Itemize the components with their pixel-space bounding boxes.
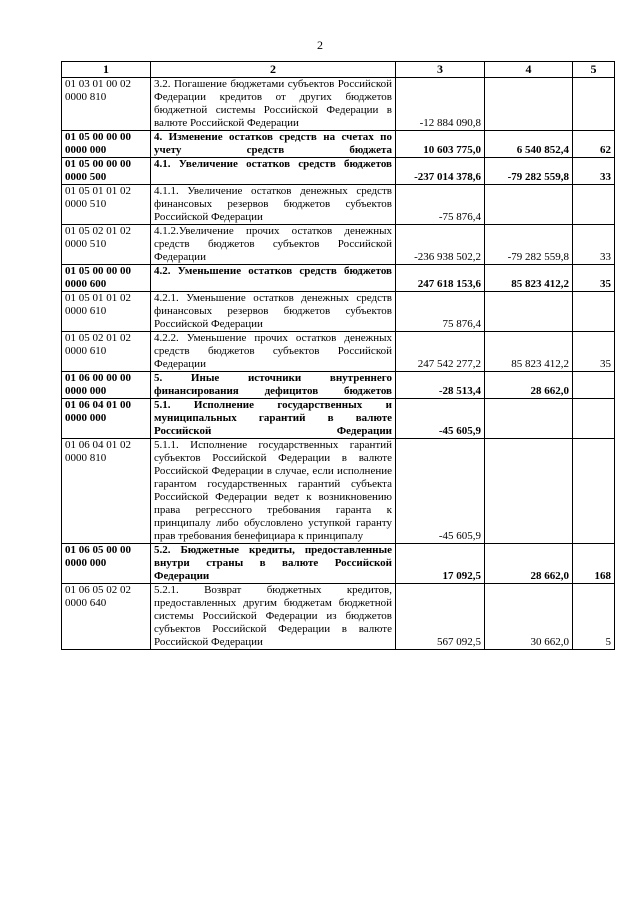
table-row bbox=[62, 158, 615, 185]
code-cell: 01 05 02 01 02 0000 610 bbox=[62, 332, 151, 372]
table-row bbox=[62, 292, 615, 332]
value-col4-cell: -79 282 559,8 bbox=[485, 225, 573, 265]
value-col3-cell: -28 513,4 bbox=[396, 372, 485, 399]
code-cell: 01 05 00 00 00 0000 600 bbox=[62, 265, 151, 292]
table-header-row bbox=[62, 62, 615, 78]
value-col4-cell: 28 662,0 bbox=[485, 372, 573, 399]
value-col5-cell bbox=[573, 439, 615, 544]
table-row bbox=[62, 544, 615, 584]
value-col3-cell: -75 876,4 bbox=[396, 185, 485, 225]
value-col5-cell: 35 bbox=[573, 265, 615, 292]
value-col4-cell: 85 823 412,2 bbox=[485, 332, 573, 372]
table-row bbox=[62, 78, 615, 131]
table-row bbox=[62, 332, 615, 372]
value-col3-cell: 75 876,4 bbox=[396, 292, 485, 332]
code-cell: 01 06 00 00 00 0000 000 bbox=[62, 372, 151, 399]
value-col4-cell bbox=[485, 78, 573, 131]
code-cell: 01 05 02 01 02 0000 510 bbox=[62, 225, 151, 265]
table-row bbox=[62, 399, 615, 439]
table-row bbox=[62, 265, 615, 292]
value-col5-cell: 35 bbox=[573, 332, 615, 372]
value-col5-cell bbox=[573, 372, 615, 399]
code-cell: 01 05 00 00 00 0000 000 bbox=[62, 131, 151, 158]
header-col-1: 1 bbox=[62, 62, 151, 78]
value-col3-cell: -236 938 502,2 bbox=[396, 225, 485, 265]
description-cell: 4.2. Уменьшение остатков средств бюджетов bbox=[151, 265, 396, 292]
value-col4-cell: 30 662,0 bbox=[485, 584, 573, 650]
value-col3-cell: -237 014 378,6 bbox=[396, 158, 485, 185]
table-row bbox=[62, 584, 615, 650]
description-cell: 4.2.1. Уменьшение остатков денежных средств финансовых резервов бюджетов субъектов Российской Федерации bbox=[151, 292, 396, 332]
value-col3-cell: 247 618 153,6 bbox=[396, 265, 485, 292]
description-cell: 5.2.1. Возврат бюджетных кредитов, предоставленных другим бюджетам бюджетной системы Российской Федерации из бюджетов субъектов Российской Федерации в валюте Российской Федерации bbox=[151, 584, 396, 650]
header-col-5: 5 bbox=[573, 62, 615, 78]
value-col4-cell: 6 540 852,4 bbox=[485, 131, 573, 158]
code-cell: 01 05 00 00 00 0000 500 bbox=[62, 158, 151, 185]
value-col4-cell: 85 823 412,2 bbox=[485, 265, 573, 292]
description-cell: 5.2. Бюджетные кредиты, предоставленные внутри страны в валюте Российской Федерации bbox=[151, 544, 396, 584]
value-col3-cell: 247 542 277,2 bbox=[396, 332, 485, 372]
header-col-2: 2 bbox=[151, 62, 396, 78]
table-row bbox=[62, 225, 615, 265]
budget-sources-table bbox=[61, 61, 615, 650]
value-col3-cell: 17 092,5 bbox=[396, 544, 485, 584]
description-cell: 5. Иные источники внутреннего финансирования дефицитов бюджетов bbox=[151, 372, 396, 399]
description-cell: 5.1. Исполнение государственных и муниципальных гарантий в валюте Российской Федерации bbox=[151, 399, 396, 439]
value-col3-cell: -45 605,9 bbox=[396, 399, 485, 439]
value-col5-cell: 33 bbox=[573, 225, 615, 265]
value-col3-cell: 567 092,5 bbox=[396, 584, 485, 650]
code-cell: 01 03 01 00 02 0000 810 bbox=[62, 78, 151, 131]
value-col4-cell bbox=[485, 292, 573, 332]
table-row bbox=[62, 131, 615, 158]
value-col4-cell: 28 662,0 bbox=[485, 544, 573, 584]
table-row bbox=[62, 439, 615, 544]
page-number: 2 bbox=[317, 38, 323, 52]
header-col-4: 4 bbox=[485, 62, 573, 78]
table-body bbox=[62, 78, 615, 650]
code-cell: 01 05 01 01 02 0000 610 bbox=[62, 292, 151, 332]
value-col4-cell bbox=[485, 399, 573, 439]
table-row bbox=[62, 372, 615, 399]
code-cell: 01 06 04 01 02 0000 810 bbox=[62, 439, 151, 544]
value-col5-cell bbox=[573, 292, 615, 332]
table-row bbox=[62, 185, 615, 225]
value-col5-cell bbox=[573, 399, 615, 439]
value-col3-cell: -45 605,9 bbox=[396, 439, 485, 544]
value-col4-cell: -79 282 559,8 bbox=[485, 158, 573, 185]
code-cell: 01 06 05 02 02 0000 640 bbox=[62, 584, 151, 650]
value-col5-cell bbox=[573, 185, 615, 225]
code-cell: 01 06 04 01 00 0000 000 bbox=[62, 399, 151, 439]
value-col5-cell: 62 bbox=[573, 131, 615, 158]
value-col3-cell: -12 884 090,8 bbox=[396, 78, 485, 131]
description-cell: 4.1. Увеличение остатков средств бюджетов bbox=[151, 158, 396, 185]
description-cell: 4.2.2. Уменьшение прочих остатков денежных средств бюджетов субъектов Российской Федерации bbox=[151, 332, 396, 372]
value-col5-cell bbox=[573, 78, 615, 131]
value-col5-cell: 168 bbox=[573, 544, 615, 584]
code-cell: 01 06 05 00 00 0000 000 bbox=[62, 544, 151, 584]
value-col5-cell: 33 bbox=[573, 158, 615, 185]
description-cell: 4.1.1. Увеличение остатков денежных средств финансовых резервов бюджетов субъектов Российской Федерации bbox=[151, 185, 396, 225]
value-col4-cell bbox=[485, 439, 573, 544]
description-cell: 4.1.2.Увеличение прочих остатков денежных средств бюджетов субъектов Российской Федерации bbox=[151, 225, 396, 265]
header-col-3: 3 bbox=[396, 62, 485, 78]
description-cell: 3.2. Погашение бюджетами субъектов Российской Федерации кредитов от других бюджетов бюджетной системы Российской Федерации в валюте Российской Федерации bbox=[151, 78, 396, 131]
description-cell: 4. Изменение остатков средств на счетах по учету средств бюджета bbox=[151, 131, 396, 158]
value-col5-cell: 5 bbox=[573, 584, 615, 650]
description-cell: 5.1.1. Исполнение государственных гарантий субъектов Российской Федерации в валюте Российской Федерации в случае, если исполнение гарантом государственных гарантий субъекта Российской Федерации ведет к возникновению права регрессного требования гаранта к принципалу либо обусловлено уступкой гаранту прав требования бенефициара к принципалу bbox=[151, 439, 396, 544]
value-col4-cell bbox=[485, 185, 573, 225]
code-cell: 01 05 01 01 02 0000 510 bbox=[62, 185, 151, 225]
value-col3-cell: 10 603 775,0 bbox=[396, 131, 485, 158]
